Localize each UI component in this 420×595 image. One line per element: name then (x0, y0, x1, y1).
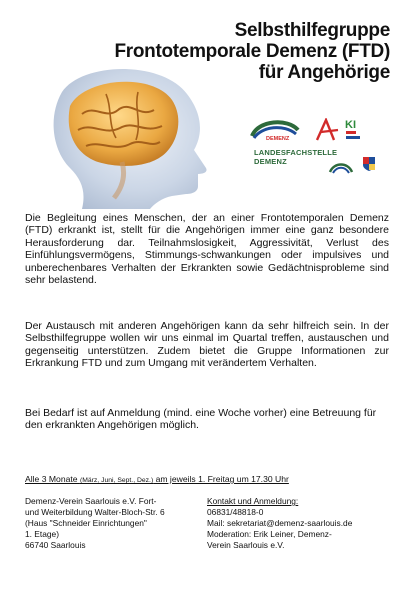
contact-moderation-2: Verein Saarlouis e.V. (207, 540, 285, 550)
address-line-1: Demenz-Verein Saarlouis e.V. Fort- (25, 496, 157, 506)
title-line-1: Selbsthilfegruppe (234, 20, 390, 41)
venue-address (25, 496, 205, 551)
logo-block (248, 116, 398, 176)
address-line-5: 66740 Saarlouis (25, 540, 86, 550)
landesfachstelle-arc-icon (328, 160, 354, 174)
intro-paragraph: Die Begleitung eines Menschen, der an einer Frontotemporalen Demenz (FTD) erkrankt ist, stellt für die Angehörigen immer eine ganz besondere Herausforderung dar. Teilnahmslosigkeit, Aggressivität, Verlust des Einfühlungsvermögens, Stimmungs-schwankungen oder impulsives und unberechenbares Verhalten der Erkrankten sowie Gedächtnisprobleme sind sehr belastend. (25, 212, 389, 287)
meeting-schedule (25, 474, 289, 484)
contact-heading: Kontakt und Anmeldung: (207, 496, 299, 506)
contact-phone: 06831/48818-0 (207, 507, 264, 517)
brain-head-illustration (22, 64, 212, 209)
address-line-2: und Weiterbildung Walter-Bloch-Str. 6 (25, 507, 165, 517)
address-line-4: 1. Etage) (25, 529, 59, 539)
contact-block (207, 496, 397, 551)
a-logo-icon (314, 118, 340, 142)
landesfachstelle-line-2: DEMENZ (254, 157, 287, 166)
exchange-paragraph: Der Austausch mit anderen Angehörigen kann da sehr hilfreich sein. In der Selbsthilfegruppe wollen wir uns einmal im Quartal treffen, austauschen und gegenseitig unterstützen. Zudem bietet die Gruppe Informationen zur Erkrankung FTD und zum Umgang mit verändertem Verhalten. (25, 320, 389, 370)
ki-logo-text: KI (345, 119, 356, 131)
ki-logo (344, 116, 362, 142)
landesfachstelle-line-1: LANDESFACHSTELLE (254, 148, 338, 157)
demenz-logo-text: DEMENZ (266, 136, 290, 142)
schedule-suffix: am jeweils 1. Freitag um 17.30 Uhr (153, 474, 289, 484)
address-line-3: (Haus "Schneider Einrichtungen" (25, 518, 147, 528)
schedule-months: (März, Juni, Sept., Dez.) (79, 477, 154, 484)
contact-moderation-1: Moderation: Erik Leiner, Demenz- (207, 529, 332, 539)
contact-mail: Mail: sekretariat@demenz-saarlouis.de (207, 518, 353, 528)
landesfachstelle-logo-text (254, 148, 337, 166)
title-line-2: Frontotemporale Demenz (FTD) (114, 41, 390, 62)
saarland-crest-icon (362, 156, 376, 172)
care-paragraph: Bei Bedarf ist auf Anmeldung (mind. eine Woche vorher) eine Betreuung für den erkrankten Angehörigen möglich. (25, 407, 377, 432)
demenz-verein-logo (248, 116, 302, 142)
schedule-prefix: Alle 3 Monate (25, 474, 80, 484)
title-line-3: für Angehörige (258, 62, 390, 83)
